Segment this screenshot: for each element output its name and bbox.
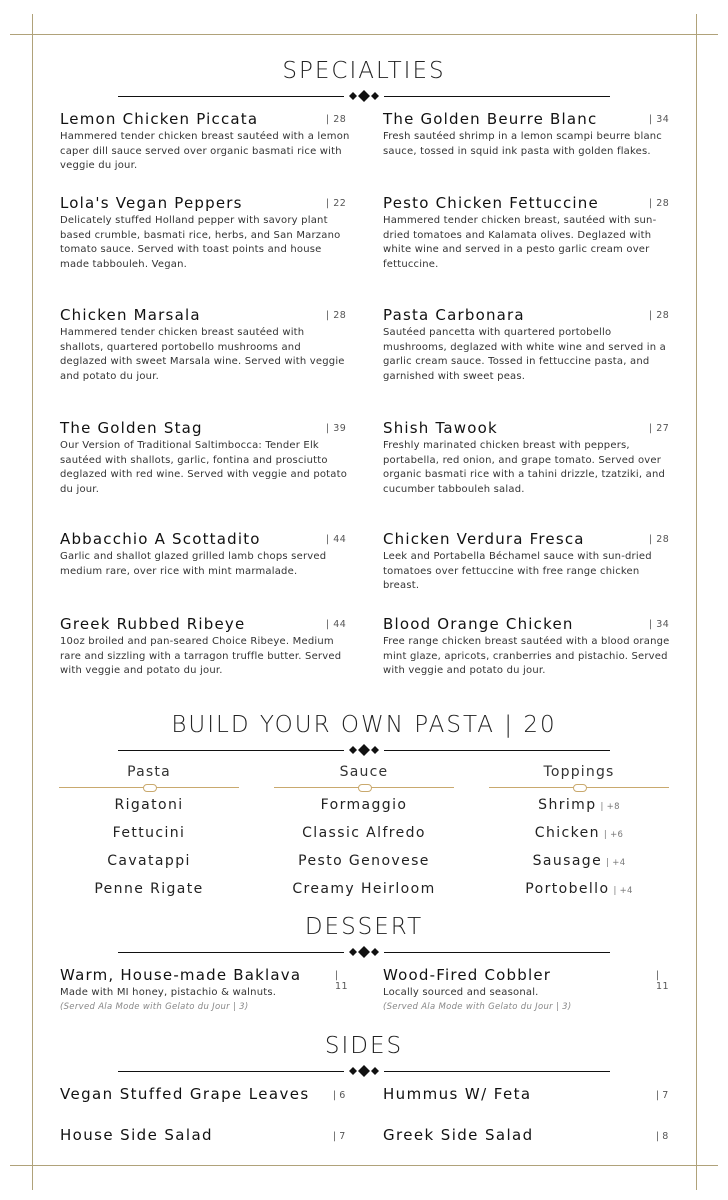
pasta-option xyxy=(489,847,669,875)
item-name: The Golden Beurre Blanc xyxy=(383,110,598,128)
topping-upcharge: | +8 xyxy=(600,802,620,812)
pasta-option-name: Rigatoni xyxy=(114,797,184,813)
item-name: Greek Rubbed Ribeye xyxy=(60,615,246,633)
item-name: The Golden Stag xyxy=(60,419,203,437)
item-price: | 44 xyxy=(326,534,347,545)
pasta-column-rule xyxy=(59,787,239,788)
item-description: Freshly marinated chicken breast with peppers, portabella, red onion, and grape tomato. Served over organic basmati rice with a tahini drizzle, tzatziki, and cucumber tabbouleh salad. xyxy=(383,440,666,495)
item-note: (Served Ala Mode with Gelato du Jour | 3) xyxy=(383,1001,572,1012)
pasta-column-rule xyxy=(274,787,454,788)
item-name: Lola's Vegan Peppers xyxy=(60,194,243,212)
frame-line-right xyxy=(696,14,697,1190)
menu-item xyxy=(60,110,350,174)
side-item-name: Vegan Stuffed Grape Leaves xyxy=(60,1085,310,1103)
pasta-option xyxy=(274,819,454,847)
frame-line-left xyxy=(32,14,33,1190)
item-name: Pasta Carbonara xyxy=(383,306,525,324)
item-name: Blood Orange Chicken xyxy=(383,615,574,633)
section-title-sides: SIDES xyxy=(324,1033,404,1059)
side-item-price: | 6 xyxy=(333,1090,346,1101)
item-price: | 34 xyxy=(649,619,670,630)
side-item-price: | 7 xyxy=(656,1090,669,1101)
menu-item xyxy=(383,110,673,159)
item-description: Hammered tender chicken breast sautéed with shallots, quartered portobello mushrooms and deglazed with sweet Marsala wine. Served with veggie and potato du jour. xyxy=(60,327,345,382)
item-description: Made with MI honey, pistachio & walnuts. xyxy=(60,987,277,998)
side-item-name: Greek Side Salad xyxy=(383,1126,534,1144)
pasta-option xyxy=(59,847,239,875)
pasta-option xyxy=(59,875,239,903)
item-description: Delicately stuffed Holland pepper with savory plant based crumble, basmati rice, herbs, and San Marzano tomato sauce. Served with toast points and house made tabbouleh. Vegan. xyxy=(60,215,341,270)
item-description: Hammered tender chicken breast, sautéed with sun-dried tomatoes and Kalamata olives. Deglazed with white wine and served in a pesto garlic cream over fettuccine. xyxy=(383,215,657,270)
dessert-item xyxy=(60,966,350,1014)
item-price: | 39 xyxy=(326,423,347,434)
item-price: | 44 xyxy=(326,619,347,630)
item-description: Locally sourced and seasonal. xyxy=(383,987,539,998)
item-name: Pesto Chicken Fettuccine xyxy=(383,194,599,212)
side-item-name: Hummus W/ Feta xyxy=(383,1085,532,1103)
pasta-option xyxy=(59,819,239,847)
pasta-option-name: Penne Rigate xyxy=(94,881,204,897)
menu-item xyxy=(383,306,673,384)
item-description: Garlic and shallot glazed grilled lamb chops served medium rare, over rice with mint marmalade. xyxy=(60,551,327,577)
item-price: | 11 xyxy=(335,970,349,992)
pasta-option xyxy=(489,875,669,903)
pasta-option-name: Portobello xyxy=(525,881,610,897)
pasta-column-rule xyxy=(489,787,669,788)
item-name: Chicken Verdura Fresca xyxy=(383,530,585,548)
menu-item xyxy=(383,194,673,272)
sauce-column xyxy=(274,764,454,903)
pasta-option xyxy=(274,791,454,819)
section-title-specialties: SPECIALTIES xyxy=(282,58,446,84)
menu-item xyxy=(60,419,350,497)
item-description: Our Version of Traditional Saltimbocca: Tender Elk sautéed with shallots, garlic, fontina and prosciutto deglazed with red wine. Served with veggie and potato du jour. xyxy=(60,440,348,495)
item-description: Hammered tender chicken breast sautéed with a lemon caper dill sauce served over organic basmati rice with veggie du jour. xyxy=(60,131,350,171)
pasta-column-heading: Pasta xyxy=(127,764,171,780)
frame-line-bottom xyxy=(10,1165,718,1166)
item-price: | 22 xyxy=(326,198,347,209)
item-price: | 11 xyxy=(656,970,670,992)
pasta-option-name: Pesto Genovese xyxy=(298,853,430,869)
pasta-option-name: Chicken xyxy=(534,825,600,841)
item-price: | 34 xyxy=(649,114,670,125)
item-price: | 28 xyxy=(326,310,347,321)
item-description: 10oz broiled and pan-seared Choice Ribeye. Medium rare and sizzling with a tarragon truffle butter. Served with veggie and potato du jour. xyxy=(60,636,342,676)
pasta-option-name: Cavatappi xyxy=(107,853,191,869)
menu-item xyxy=(383,530,673,594)
item-price: | 28 xyxy=(649,310,670,321)
item-description: Sautéed pancetta with quartered portobello mushrooms, deglazed with white wine and served in a garlic cream sauce. Tossed in fettuccine pasta, and garnished with sweet peas. xyxy=(383,327,666,382)
topping-upcharge: | +4 xyxy=(606,858,626,868)
item-price: | 28 xyxy=(649,198,670,209)
pasta-column-heading: Sauce xyxy=(339,764,389,780)
pasta-option-name: Fettucini xyxy=(112,825,186,841)
item-price: | 28 xyxy=(649,534,670,545)
section-title-dessert: DESSERT xyxy=(304,914,424,940)
item-description: Leek and Portabella Béchamel sauce with sun-dried tomatoes over fettuccine with free range chicken breast. xyxy=(383,551,652,591)
item-description: Fresh sautéed shrimp in a lemon scampi beurre blanc sauce, tossed in squid ink pasta with golden flakes. xyxy=(383,131,663,157)
side-item-name: House Side Salad xyxy=(60,1126,213,1144)
pasta-column xyxy=(59,764,239,903)
menu-item xyxy=(60,194,350,272)
pasta-option xyxy=(274,847,454,875)
item-note: (Served Ala Mode with Gelato du Jour | 3) xyxy=(60,1001,249,1012)
diamond-ornament xyxy=(344,1064,384,1078)
pasta-option-name: Shrimp xyxy=(538,797,597,813)
pasta-option-name: Creamy Heirloom xyxy=(292,881,436,897)
item-price: | 28 xyxy=(326,114,347,125)
pasta-option-name: Formaggio xyxy=(320,797,408,813)
item-name: Chicken Marsala xyxy=(60,306,201,324)
item-name: Lemon Chicken Piccata xyxy=(60,110,259,128)
menu-item xyxy=(60,306,350,384)
diamond-ornament xyxy=(344,945,384,959)
pasta-option-name: Classic Alfredo xyxy=(302,825,426,841)
menu-item xyxy=(383,615,673,679)
item-name: Warm, House-made Baklava xyxy=(60,966,302,984)
diamond-ornament xyxy=(344,743,384,757)
side-item-price: | 7 xyxy=(333,1131,346,1142)
topping-upcharge: | +6 xyxy=(603,830,624,840)
item-description: Free range chicken breast sautéed with a blood orange mint glaze, apricots, cranberries and pistachio. Served with veggie and potato du jour. xyxy=(383,636,670,676)
frame-line-top xyxy=(10,34,718,35)
pasta-option xyxy=(489,791,669,819)
item-price: | 27 xyxy=(649,423,670,434)
pasta-option-name: Sausage xyxy=(532,853,603,869)
pasta-option xyxy=(489,819,669,847)
diamond-ornament xyxy=(344,89,384,103)
menu-item xyxy=(383,419,673,497)
item-name: Abbacchio A Scottadito xyxy=(60,530,261,548)
pasta-option xyxy=(59,791,239,819)
dessert-item xyxy=(383,966,673,1014)
section-title-build-pasta: BUILD YOUR OWN PASTA | 20 xyxy=(171,712,557,738)
pasta-column-heading: Toppings xyxy=(543,764,615,780)
menu-item xyxy=(60,530,350,579)
side-item-price: | 8 xyxy=(656,1131,669,1142)
item-name: Shish Tawook xyxy=(383,419,498,437)
menu-item xyxy=(60,615,350,679)
item-name: Wood-Fired Cobbler xyxy=(383,966,552,984)
toppings-column xyxy=(489,764,669,903)
pasta-option xyxy=(274,875,454,903)
topping-upcharge: | +4 xyxy=(613,886,633,896)
